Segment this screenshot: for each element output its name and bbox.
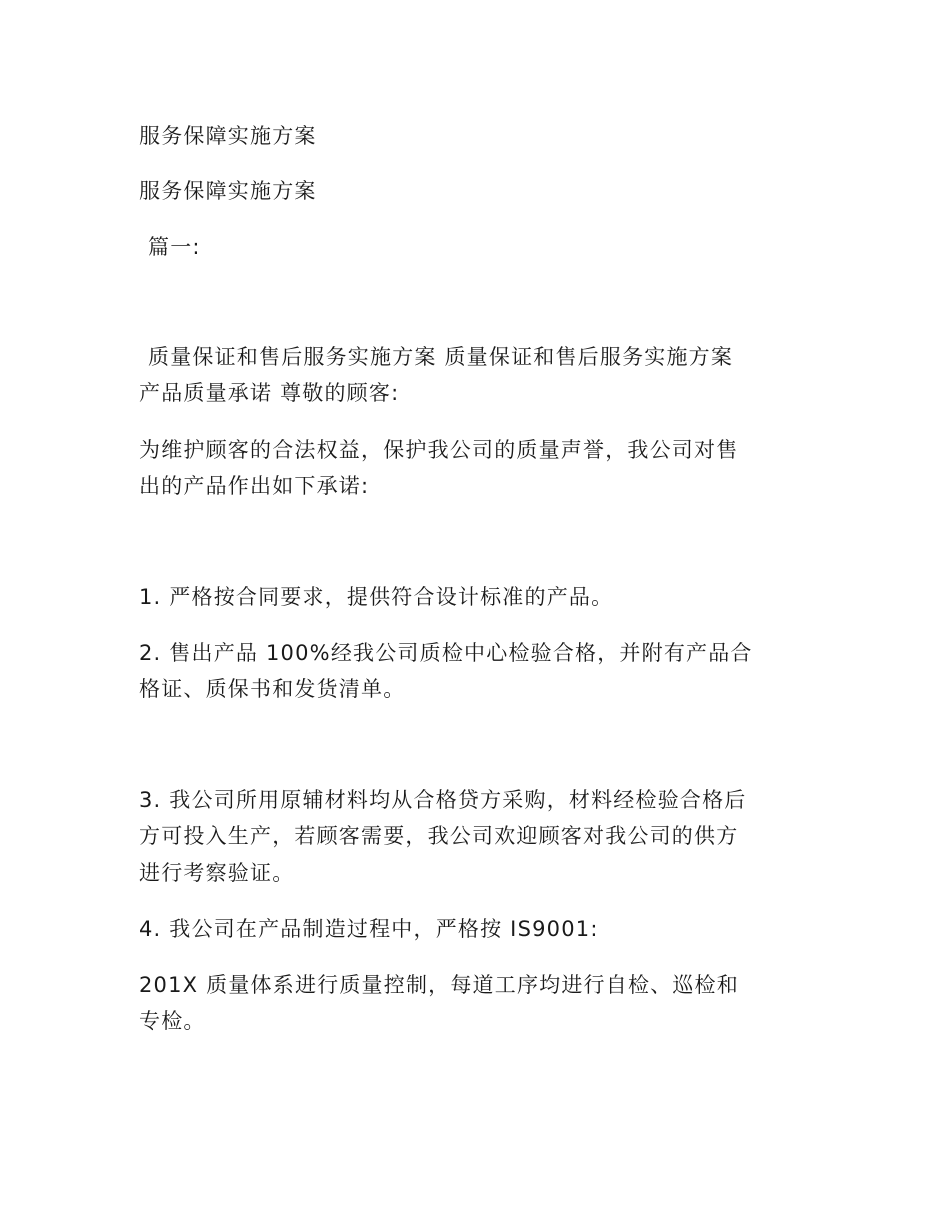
intro-line-2: 产品质量承诺 尊敬的顾客: <box>139 381 400 405</box>
intro-line-1: 质量保证和售后服务实施方案 质量保证和售后服务实施方案 <box>148 345 734 369</box>
item-4-cont-line-2: 专检。 <box>139 1009 206 1033</box>
item-2-line-1: 2. 售出产品 100%经我公司质检中心检验合格，并附有产品合 <box>139 641 753 665</box>
item-3-line-3: 进行考察验证。 <box>139 861 295 885</box>
title-line-2: 服务保障实施方案 <box>139 179 317 203</box>
item-3-line-2: 方可投入生产，若顾客需要，我公司欢迎顾客对我公司的供方 <box>139 824 739 848</box>
item-3-line-1: 3. 我公司所用原辅材料均从合格贷方采购，材料经检验合格后 <box>139 788 747 812</box>
item-1-line-1: 1. 严格按合同要求，提供符合设计标准的产品。 <box>139 585 614 609</box>
item-4-cont-line-1: 201X 质量体系进行质量控制，每道工序均进行自检、巡检和 <box>139 973 739 997</box>
title-line-1: 服务保障实施方案 <box>139 124 317 148</box>
preamble-line-2: 出的产品作出如下承诺: <box>139 474 370 498</box>
item-4-line-1: 4. 我公司在产品制造过程中，严格按 IS9001: <box>139 917 599 941</box>
section-heading: 篇一: <box>148 235 201 259</box>
preamble-line-1: 为维护顾客的合法权益，保护我公司的质量声誉，我公司对售 <box>139 438 739 462</box>
item-2-line-2: 格证、质保书和发货清单。 <box>139 677 406 701</box>
